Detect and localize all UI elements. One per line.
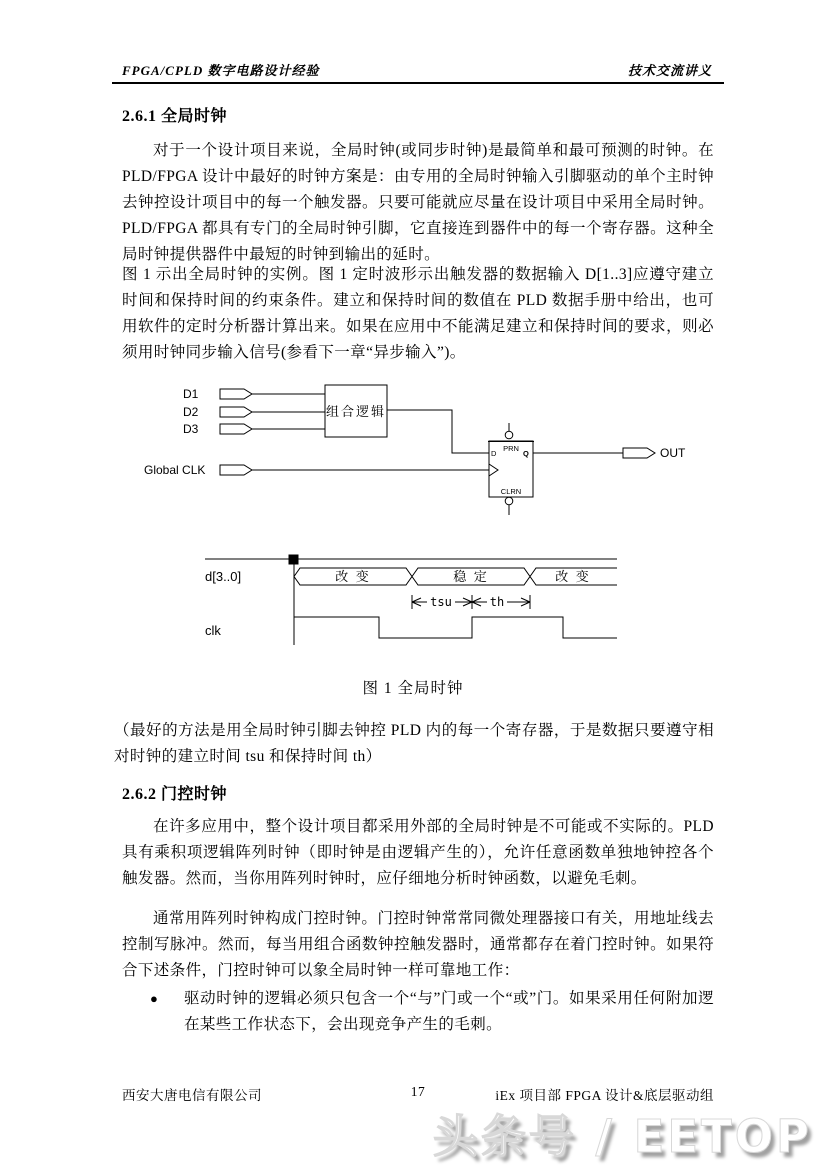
ff-d-label: D [491,449,497,458]
clrn-bubble-icon [505,497,513,505]
input-pin-icon [220,465,252,475]
bus-seg2-label: 稳 定 [453,569,489,584]
header-rule [112,82,724,84]
input-pin-icon [220,407,252,417]
tsu-label: tsu [430,595,452,609]
bullet-marker-icon: ● [150,991,158,1006]
paragraph-gated-clock-usage: 通常用阵列时钟构成门控时钟。门控时钟常常同微处理器接口有关，用地址线去控制写脉冲。然而，每当用组合函数钟控触发器时，通常都存在着门控时钟。如果符合下述条件，门控时钟可以象全局时钟一样可靠地工作： [122,910,714,979]
paragraph-gated-clock-intro: 在许多应用中，整个设计项目都采用外部的全局时钟是不可能或不实际的。PLD 具有乘积项逻辑阵列时钟（即时钟是由逻辑产生的），允许任意函数单独地钟控各个触发器。然而，当你用阵列时钟时，应仔细地分析时钟函数，以避免毛刺。 [122,818,714,887]
d2-label: D2 [183,405,199,419]
paragraph-note: （最好的方法是用全局时钟引脚去钟控 PLD 内的每一个寄存器，于是数据只要遵守相对时钟的建立时间 tsu 和保持时间 th） [114,722,714,765]
prn-label: PRN [503,444,519,453]
wire [387,410,489,453]
global-clk-label: Global CLK [144,463,206,477]
bus-seg1-label: 改 变 [335,569,371,584]
prn-bubble-icon [505,431,513,439]
bus-seg3-label: 改 变 [555,569,591,584]
bullet-text: 驱动时钟的逻辑必须只包含一个“与”门或一个“或”门。如果采用任何附加逻在某些工作状态下，会出现竞争产生的毛刺。 [184,990,714,1033]
header-left-title: FPGA/CPLD 数字电路设计经验 [122,63,320,78]
footer-company: 西安大唐电信有限公司 [122,1088,262,1103]
figure-caption: 图 1 全局时钟 [362,680,464,697]
footer-group: iEx 项目部 FPGA 设计&底层驱动组 [495,1088,714,1103]
section-heading-261: 2.6.1 全局时钟 [122,108,228,125]
paragraph-figure1-description: 图 1 示出全局时钟的实例。图 1 定时波形示出触发器的数据输入 D[1..3]应遵守建立时间和保持时间的约束条件。建立和保持时间的数值在 PLD 数据手册中给出，也可用软件的定时分析器计算出来。如果在应用中不能满足建立和保持时间的要求，则必须用时钟同步输入信号(参看下一章“异步输入”)。 [122,266,714,361]
bullet-item [150,986,714,1038]
input-pin-icon [220,424,252,434]
d1-label: D1 [183,387,199,401]
watermark-text: 头条号 / EETOP [432,1110,812,1163]
clk-label: clk [205,623,221,638]
header-right-title: 技术交流讲义 [627,63,712,78]
bus-label: d[3..0] [205,569,242,584]
timing-diagram [190,548,650,660]
input-pin-icon [220,389,252,399]
circuit-diagram [140,372,700,524]
ff-q-label: Q [523,449,529,458]
th-label: th [489,595,505,609]
section-heading-262: 2.6.2 门控时钟 [122,786,228,803]
clrn-label: CLRN [500,487,522,496]
logic-box-label: 组合逻辑 [325,404,387,419]
output-pin-icon [623,448,655,458]
paragraph-global-clock-intro: 对于一个设计项目来说，全局时钟(或同步时钟)是最简单和最可预测的时钟。在 PLD/FPGA 设计中最好的时钟方案是：由专用的全局时钟输入引脚驱动的单个主时钟去钟控设计项目中的每一个触发器。只要可能就应尽量在设计项目中采用全局时钟。PLD/FPGA 都具有专门的全局时钟引脚，它直接连到器件中的每一个寄存器。这种全局时钟提供器件中最短的时钟到输出的延时。 [122,142,714,263]
d3-label: D3 [183,422,199,436]
out-label: OUT [660,446,686,460]
clock-waveform [294,617,617,638]
page-number: 17 [410,1084,426,1099]
clock-triangle-icon [489,464,498,476]
